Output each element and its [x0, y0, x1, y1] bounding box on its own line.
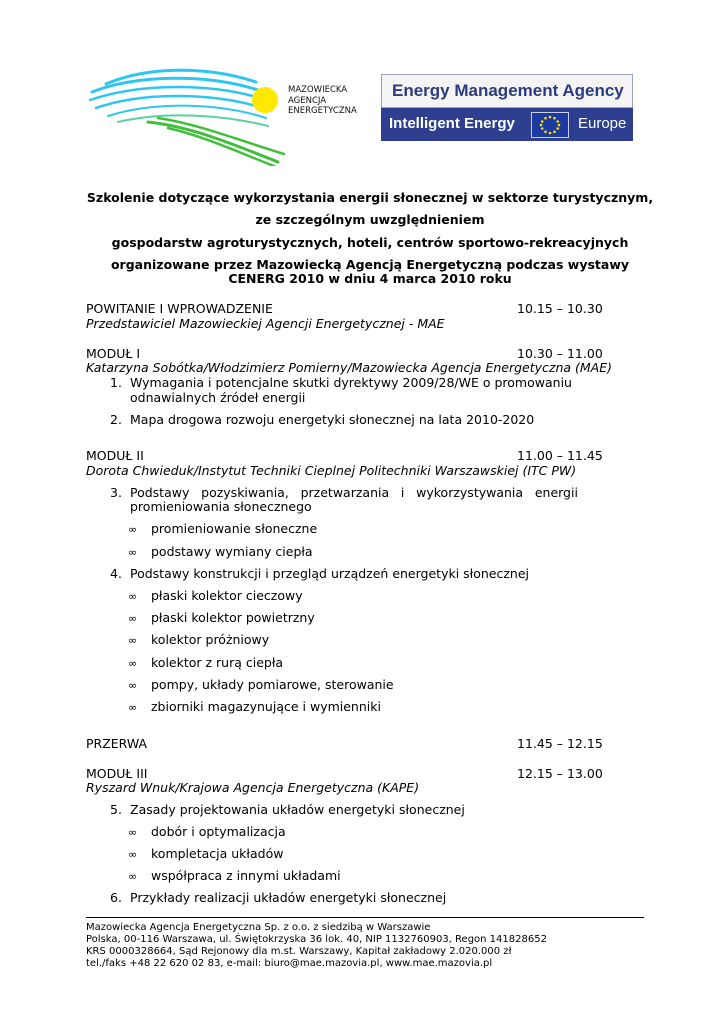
- bullet-icon: ∞: [128, 826, 138, 839]
- ema-program: Intelligent Energy: [389, 115, 515, 132]
- break-time: 11.45 – 12.15: [517, 736, 603, 751]
- item-number: 1.: [110, 375, 122, 390]
- welcome-heading: POWITANIE I WPROWADZENIE: [86, 301, 273, 316]
- bullet-icon: ∞: [128, 701, 138, 714]
- mae-logo-text: MAZOWIECKA AGENCJA ENERGETYCZNA: [288, 85, 357, 116]
- footer-line: KRS 0000328664, Sąd Rejonowy dla m.st. Warszawy, Kapitał zakładowy 2.020.000 zł: [86, 946, 512, 957]
- item-text: Zasady projektowania układów energetyki słonecznej: [130, 802, 465, 817]
- module2-heading: MODUŁ II: [86, 448, 144, 463]
- title-line-2: ze szczególnym uwzględnieniem: [255, 212, 485, 227]
- ema-logo: [381, 74, 633, 141]
- module3-speaker: Ryszard Wnuk/Krajowa Agencja Energetyczna (KAPE): [86, 780, 420, 795]
- item-number: 4.: [110, 566, 122, 581]
- bullet-icon: ∞: [128, 657, 138, 670]
- welcome-time: 10.15 – 10.30: [517, 301, 603, 316]
- module2-time: 11.00 – 11.45: [517, 448, 603, 463]
- item-text: odnawialnych źródeł energii: [130, 390, 306, 405]
- footer-line: Polska, 00-116 Warszawa, ul. Świętokrzyska 36 lok. 40, NIP 1132760903, Regon 141828652: [86, 934, 547, 945]
- welcome-speaker: Przedstawiciel Mazowieckiej Agencji Energetycznej - MAE: [86, 316, 445, 331]
- module1-time: 10.30 – 11.00: [517, 346, 603, 361]
- item-number: 5.: [110, 802, 122, 817]
- footer-line: Mazowiecka Agencja Energetyczna Sp. z o.o. z siedzibą w Warszawie: [86, 922, 431, 933]
- list-item: płaski kolektor cieczowy: [151, 588, 303, 603]
- list-item: kompletacja układów: [151, 846, 284, 861]
- footer-line: tel./faks +48 22 620 02 83, e-mail: biuro@mae.mazovia.pl, www.mae.mazovia.pl: [86, 958, 493, 969]
- list-item: promieniowanie słoneczne: [151, 521, 318, 536]
- sun-icon: [252, 87, 278, 113]
- bullet-icon: ∞: [128, 848, 138, 861]
- list-item: pompy, układy pomiarowe, sterowanie: [151, 677, 394, 692]
- list-item: dobór i optymalizacja: [151, 824, 286, 839]
- module2-speaker: Dorota Chwieduk/Instytut Techniki Cieplnej Politechniki Warszawskiej (ITC PW): [86, 463, 577, 478]
- footer-divider: [86, 917, 644, 918]
- list-item: zbiorniki magazynujące i wymienniki: [151, 699, 381, 714]
- bullet-icon: ∞: [128, 634, 138, 647]
- item-text: Przykłady realizacji układów energetyki słonecznej: [130, 890, 447, 905]
- bullet-icon: ∞: [128, 679, 138, 692]
- bullet-icon: ∞: [128, 523, 138, 536]
- module1-heading: MODUŁ I: [86, 346, 141, 361]
- item-text: Podstawy pozyskiwania, przetwarzania i wykorzystywania energii: [130, 485, 578, 500]
- ema-region: Europe: [578, 115, 627, 132]
- list-item: płaski kolektor powietrzny: [151, 610, 315, 625]
- item-text: Podstawy konstrukcji i przegląd urządzeń energetyki słonecznej: [130, 566, 529, 581]
- bullet-icon: ∞: [128, 870, 138, 883]
- module3-heading: MODUŁ III: [86, 766, 148, 781]
- title-line-4: organizowane przez Mazowiecką Agencją Energetyczną podczas wystawy: [110, 257, 630, 272]
- item-text: Mapa drogowa rozwoju energetyki słonecznej na lata 2010-2020: [130, 412, 535, 427]
- item-number: 2.: [110, 412, 122, 427]
- bullet-icon: ∞: [128, 546, 138, 559]
- break-heading: PRZERWA: [86, 736, 148, 751]
- list-item: podstawy wymiany ciepła: [151, 544, 313, 559]
- mae-logo-graphic: [88, 62, 288, 166]
- module3-time: 12.15 – 13.00: [517, 766, 603, 781]
- title-line-3: gospodarstw agroturystycznych, hoteli, centrów sportowo-rekreacyjnych: [111, 235, 629, 250]
- item-text: Wymagania i potencjalne skutki dyrektywy 2009/28/WE o promowaniu: [130, 375, 572, 390]
- eu-flag-icon: [531, 112, 569, 138]
- item-text: promieniowania słonecznego: [130, 499, 312, 514]
- title-line-1: Szkolenie dotyczące wykorzystania energii słonecznej w sektorze turystycznym,: [86, 190, 654, 205]
- ema-title: Energy Management Agency: [392, 81, 624, 100]
- item-number: 3.: [110, 485, 122, 500]
- bullet-icon: ∞: [128, 612, 138, 625]
- list-item: kolektor próżniowy: [151, 632, 270, 647]
- item-number: 6.: [110, 890, 122, 905]
- module1-speaker: Katarzyna Sobótka/Włodzimierz Pomierny/Mazowiecka Agencja Energetyczna (MAE): [86, 360, 612, 375]
- bullet-icon: ∞: [128, 590, 138, 603]
- list-item: kolektor z rurą ciepła: [151, 655, 284, 670]
- list-item: współpraca z innymi układami: [151, 868, 341, 883]
- title-line-5: CENERG 2010 w dniu 4 marca 2010 roku: [228, 271, 512, 286]
